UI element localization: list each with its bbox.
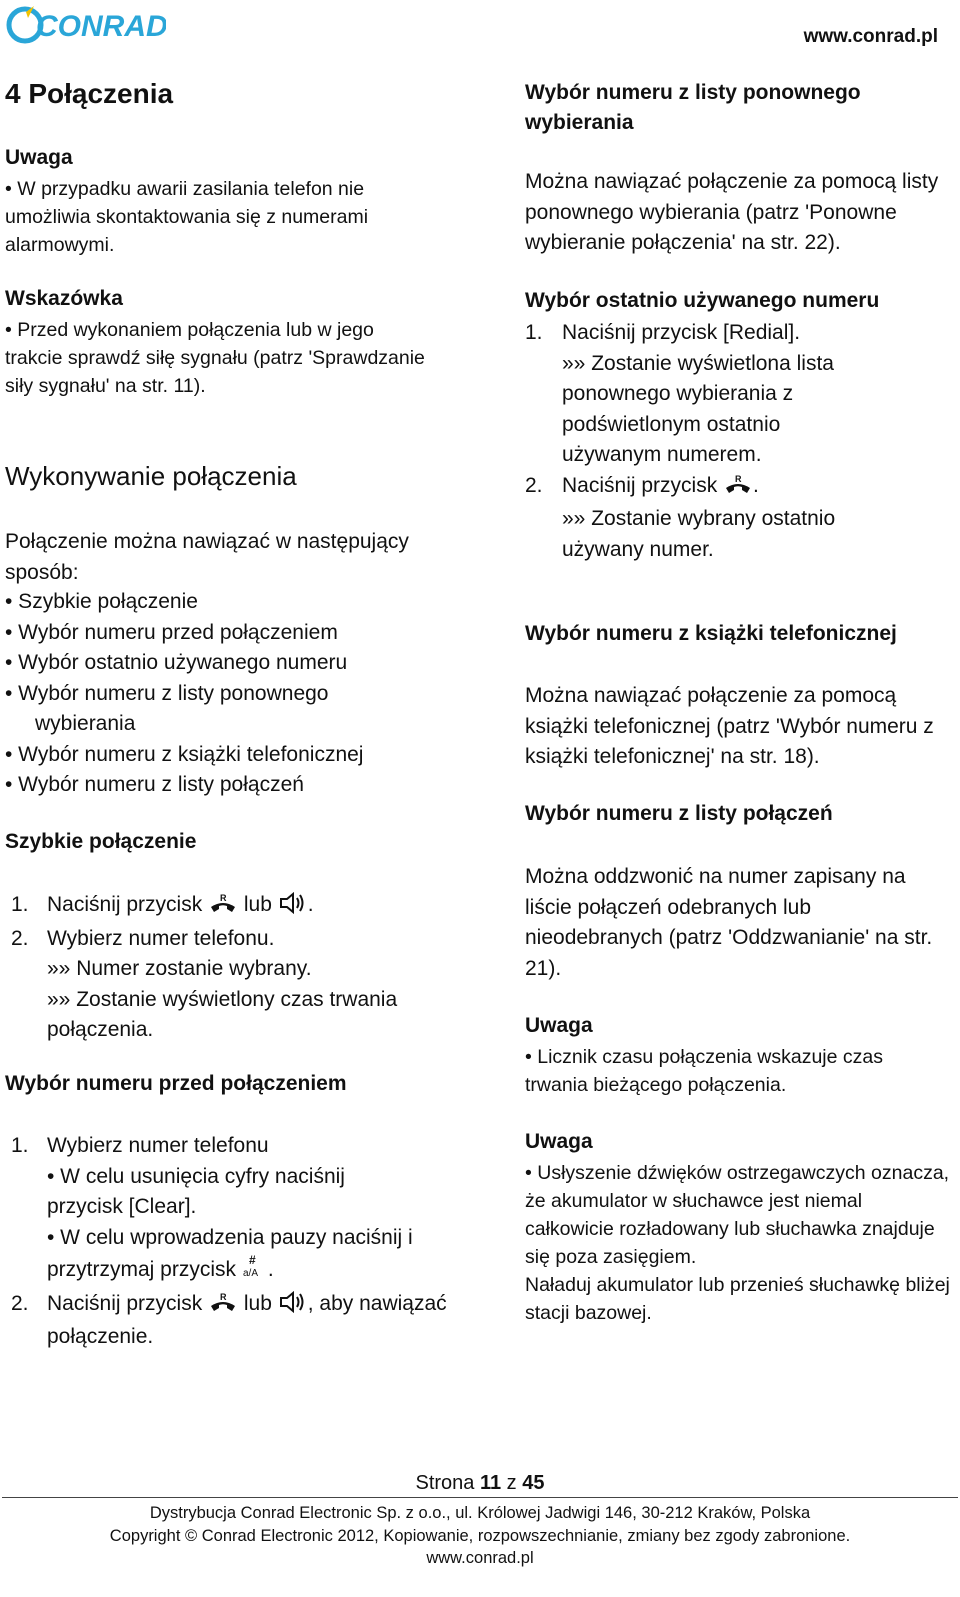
predial-title: Wybór numeru przed połączeniem (5, 1072, 347, 1095)
conrad-logo (6, 4, 166, 44)
list-item: • Szybkie połączenie (5, 590, 198, 613)
log-text: Można oddzwonić na numer zapisany na liście połączeń odebranych lub nieodebranych (patrz 'Oddzwanianie' na str. 21). (525, 865, 933, 980)
step-number: 2. (525, 473, 543, 497)
note4-title: Uwaga (525, 1130, 593, 1153)
header-site-url[interactable]: www.conrad.pl (803, 26, 938, 47)
step-text: lub (238, 893, 278, 916)
redial-text: Można nawiązać połączenie za pomocą listy ponownego wybierania (patrz 'Ponowne wybieranie połączenia' na str. 22). (525, 170, 939, 254)
note4-text: • Usłyszenie dźwięków ostrzegawczych oznacza, że akumulator w słuchawce jest niemal całkowicie rozładowany lub słuchawka znajduje się poza zasięgiem. Naładuj akumulator lub przenieś słuchawkę bliżej stacji bazowej. (525, 1162, 950, 1324)
footer-text (0, 1502, 960, 1570)
footer-divider (2, 1497, 958, 1498)
svg-text:R: R (220, 893, 227, 903)
call-key-icon (208, 892, 238, 924)
predial-steps (5, 1131, 455, 1353)
call-key-icon (723, 473, 753, 505)
list-item: • Wybór numeru z książki telefonicznej (5, 742, 364, 766)
step: 2. Naciśnij przycisk R . »» Zostanie wybrany ostatnio używany numer. (525, 471, 945, 566)
last-title: Wybór ostatnio używanego numeru (525, 289, 880, 312)
step-result: »» Zostanie wybrany ostatnio używany numer. (562, 507, 836, 561)
book-text: Można nawiązać połączenie za pomocą książki telefonicznej (patrz 'Wybór numeru z książki telefonicznej' na str. 18). (525, 684, 934, 768)
section-title: 4 Połączenia (5, 78, 174, 109)
calling-title: Wykonywanie połączenia (5, 461, 297, 491)
quick-title: Szybkie połączenie (5, 830, 197, 853)
footer-copyright: Copyright © Conrad Electronic 2012, Kopiowanie, rozpowszechnianie, zmiany bez zgody zabronione. (109, 1526, 851, 1545)
step-number: 1. (11, 1134, 29, 1157)
speaker-icon (278, 1291, 308, 1323)
step (525, 318, 945, 471)
step-result: »» Zostanie wyświetlona lista ponownego wybierania z podświetlonym ostatnio używanym numerem. (562, 351, 834, 466)
note3-text: • Licznik czasu połączenia wskazuje czas trwania bieżącego połączenia. (525, 1046, 883, 1096)
book-title: Wybór numeru z książki telefonicznej (525, 622, 897, 645)
step (5, 1131, 455, 1289)
step-number: 1. (11, 893, 29, 916)
step-text: Wybierz numer telefonu (47, 1134, 269, 1157)
step-bullet: • W celu usunięcia cyfry naciśnij przycisk [Clear]. (47, 1164, 345, 1218)
step-number: 2. (11, 1291, 29, 1315)
step-text: Naciśnij przycisk [Redial]. (562, 321, 801, 344)
step-result: »» Zostanie wyświetlony czas trwania połączenia. (47, 987, 398, 1041)
list-item: • Wybór numeru przed połączeniem (5, 620, 338, 644)
calling-list (5, 587, 435, 801)
page-number: Strona 11 z 45 (415, 1472, 545, 1494)
quick-steps (5, 890, 445, 1046)
step-bullet: • W celu wprowadzenia pauzy naciśnij i przytrzymaj przycisk # a/A . (47, 1223, 447, 1289)
log-title: Wybór numeru z listy połączeń (525, 802, 833, 825)
footer-site-url[interactable]: www.conrad.pl (426, 1549, 534, 1567)
logo-text: CONRAD (36, 10, 166, 43)
step: 2. Naciśnij przycisk R lub , aby nawiązać połączenie. (5, 1289, 455, 1353)
step-text: . (307, 893, 314, 916)
note1-title: Uwaga (5, 146, 73, 169)
list-item: • Wybór ostatnio używanego numeru (5, 651, 348, 674)
note3-title: Uwaga (525, 1014, 593, 1037)
redial-title: Wybór numeru z listy ponownego wybierania (525, 81, 861, 134)
step-number: 2. (11, 926, 29, 950)
calling-intro: Połączenie można nawiązać w następujący sposób: (5, 530, 409, 584)
last-steps (525, 318, 945, 565)
step (5, 924, 445, 1046)
note1-text: • W przypadku awarii zasilania telefon nie umożliwia skontaktowania się z numerami alarmowymi. (5, 178, 369, 256)
svg-text:#: # (248, 1253, 256, 1267)
list-item: • Wybór numeru z listy połączeń (5, 773, 304, 796)
step-text: Wybierz numer telefonu. (47, 926, 275, 950)
speaker-icon (278, 892, 308, 924)
svg-text:a/A: a/A (242, 1268, 258, 1279)
step-number: 1. (525, 321, 543, 344)
hash-pause-icon (242, 1253, 268, 1289)
list-item: • Wybór numeru z listy ponownego wybierania (5, 681, 329, 735)
footer-distributor: Dystrybucja Conrad Electronic Sp. z o.o., ul. Królowej Jadwigi 146, 30-212 Kraków, Polska (149, 1504, 811, 1522)
note2-text: • Przed wykonaniem połączenia lub w jego trakcie sprawdź siłę sygnału (patrz 'Sprawdzanie siły sygnału' na str. 11). (5, 319, 425, 397)
step (5, 890, 445, 924)
note2-title: Wskazówka (5, 287, 123, 310)
svg-text:R: R (735, 473, 742, 484)
svg-text:R: R (220, 1291, 227, 1302)
step-result: »» Numer zostanie wybrany. (47, 957, 312, 980)
call-key-icon (208, 1291, 238, 1323)
step-text: Naciśnij przycisk (47, 893, 209, 916)
